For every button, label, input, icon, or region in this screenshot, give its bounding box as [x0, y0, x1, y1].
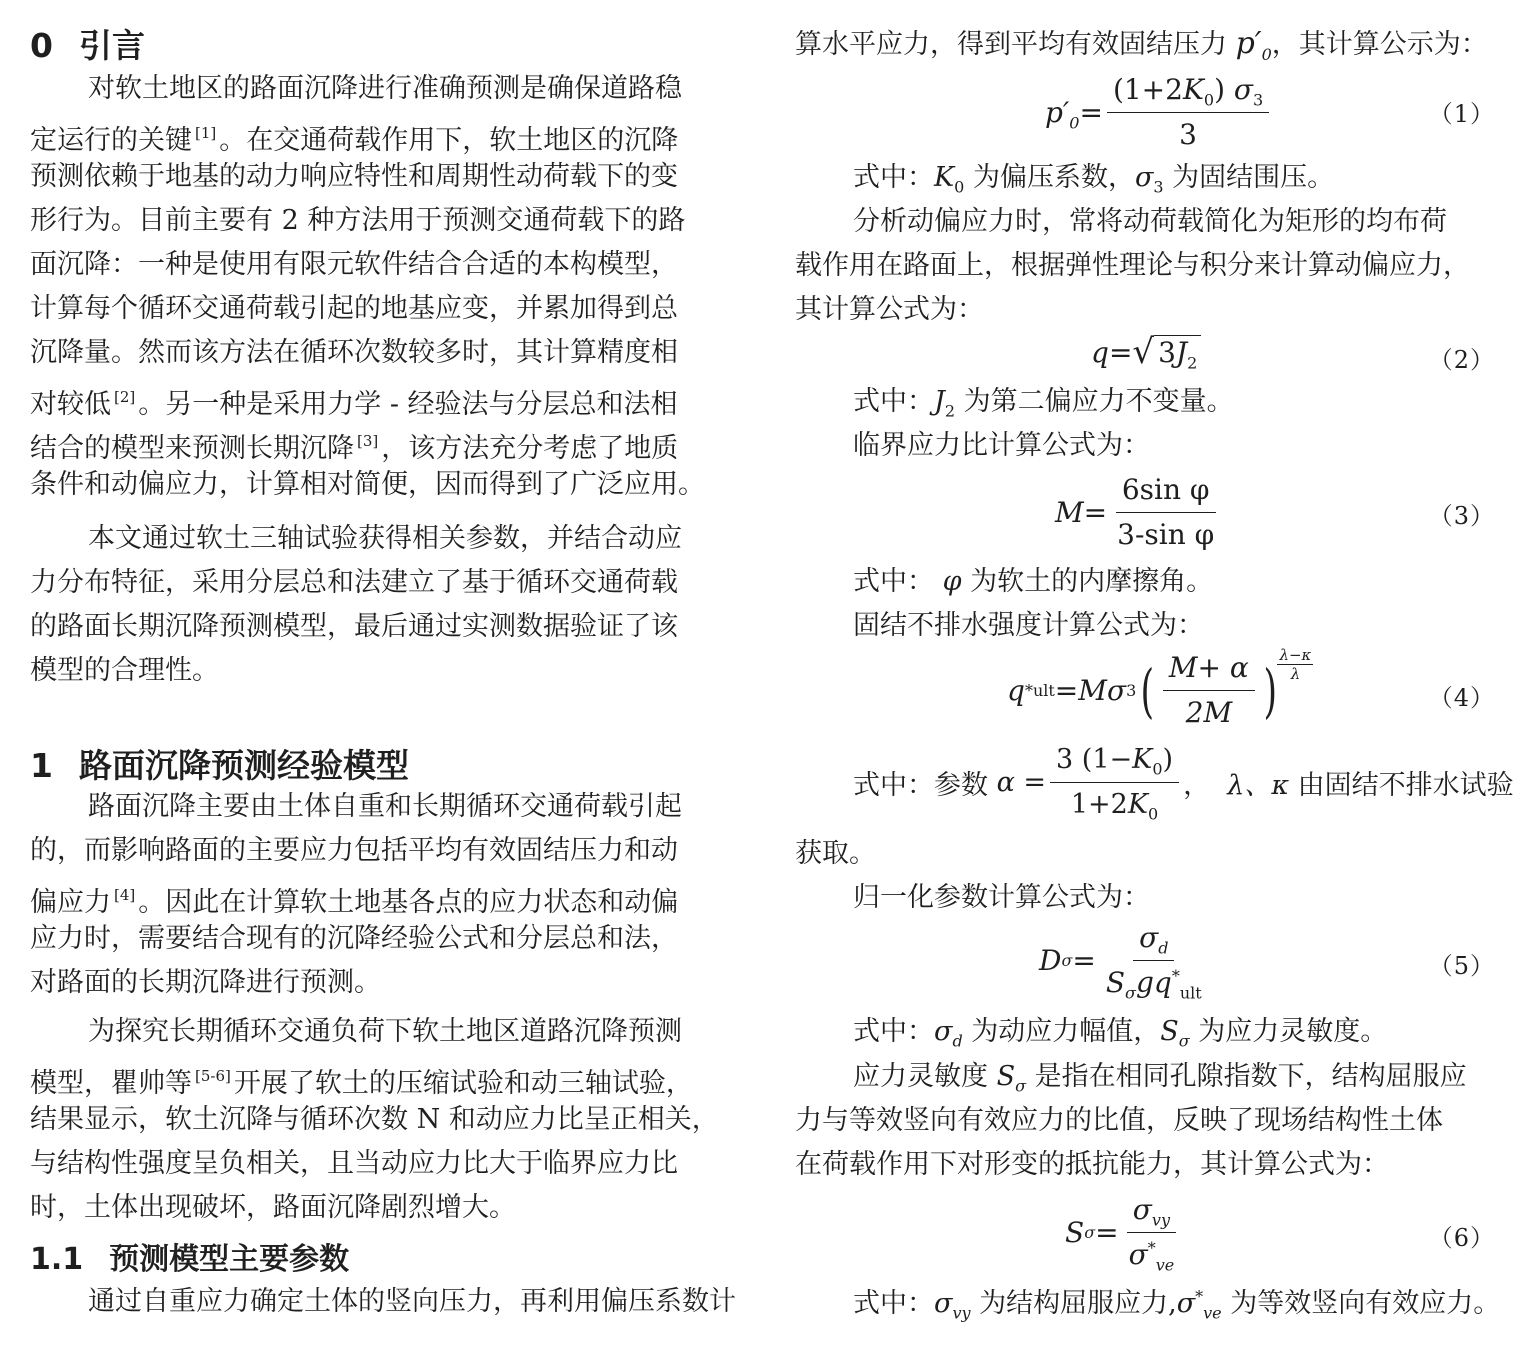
text-line: 其计算公式为： — [795, 294, 984, 325]
text-line: 沉降量。然而该方法在循环次数较多时，其计算精度相 — [30, 337, 678, 368]
text-line: 力与等效竖向有效应力的比值，反映了现场结构性土体 — [795, 1105, 1443, 1136]
eq5-fraction: $\frac{\sigma_d}{S_\sigma gq^*_{ult}}$ — [1100, 918, 1208, 1003]
equation-5-number: （5） — [1428, 952, 1495, 980]
text-line: 定运行的关键 [1] 。在交通荷载作用下，软土地区的沉降 — [30, 124, 679, 156]
text-line: 式中：$\sigma_{vy}$ 为结构屈服应力$,\sigma^*_{ve}$ 为等效竖向有效应力。 — [853, 1287, 1501, 1323]
text-line: 面沉降：一种是使用有限元软件结合合适的本构模型， — [30, 249, 678, 280]
section-0-heading — [30, 26, 145, 66]
text-line: 对软土地区的路面沉降进行准确预测是确保道路稳 — [88, 73, 682, 104]
citation[interactable]: [1] — [195, 124, 217, 142]
continuation-line — [795, 22, 1495, 66]
text-line: 与结构性强度呈负相关，且当动应力比大于临界应力比 — [30, 1148, 678, 1179]
equation-5-body: D σ = $\frac{\sigma_d}{S_\sigma gq^*_{ult}}$ — [1039, 918, 1212, 1003]
text-line: 应力时，需要结合现有的沉降经验公式和分层总和法， — [30, 923, 678, 954]
eq2-description — [795, 380, 1495, 468]
text-line: 计算每个循环交通荷载引起的地基应变，并累加得到总 — [30, 293, 678, 324]
text-line: 算水平应力，得到平均有效固结压力 $p'_0$，其计算公示为： — [795, 26, 1488, 64]
equation-4-number: （4） — [1428, 684, 1495, 712]
intro-paragraph-1 — [30, 67, 730, 507]
eq6-description — [795, 1282, 1501, 1326]
section-number: 1 — [30, 746, 53, 785]
text-line: 临界应力比计算公式为： — [853, 430, 1150, 461]
text-line: 应力灵敏度 $S_\sigma$ 是指在相同孔隙指数下，结构屈服应 — [853, 1061, 1467, 1096]
text-line: 偏应力 [4] 。因此在计算软土地基各点的应力状态和动偏 — [30, 886, 679, 918]
text-line: 固结不排水强度计算公式为： — [853, 610, 1204, 641]
text-line: 式中：$J_2$ 为第二偏应力不变量。 — [853, 386, 1234, 421]
equation-3-body: M = $\frac{\text{6sin φ}}{\text{3-sin φ}}$ — [1055, 470, 1224, 555]
eq4-description — [795, 740, 1514, 832]
text-line: 模型的合理性。 — [30, 655, 219, 686]
eq3-description — [795, 560, 1495, 648]
text-line: 预测依赖于地基的动力响应特性和周期性动荷载下的变 — [30, 161, 678, 192]
eq4-fraction: $\frac{M+ \alpha}{2M}$ — [1163, 648, 1255, 733]
eq1-fraction: $\frac{(1+2K_0) \sigma_3}{3}$ — [1107, 70, 1269, 155]
text-line: 载作用在路面上，根据弹性理论与积分来计算动偏应力， — [795, 250, 1470, 281]
equation-6 — [795, 1190, 1495, 1282]
citation[interactable]: [2] — [114, 388, 136, 406]
subsection-1-1-heading — [30, 1240, 349, 1280]
text-line: 本文通过软土三轴试验获得相关参数，并结合动应 — [88, 523, 682, 554]
text-line: 式中：$K_0$ 为偏压系数，$\sigma_3$ 为固结围压。 — [853, 162, 1335, 197]
eq4-exponent: λ−κ λ — [1279, 646, 1312, 683]
equation-2-number: （2） — [1428, 346, 1495, 374]
text-line: 通过自重应力确定土体的竖向压力，再利用偏压系数计 — [88, 1286, 736, 1317]
text-line: 式中：$\sigma_d$ 为动应力幅值，$S_\sigma$ 为应力灵敏度。 — [853, 1016, 1388, 1051]
text-line: 在荷载作用下对形变的抵抗能力，其计算公式为： — [795, 1149, 1389, 1180]
intro-paragraph-2 — [30, 517, 730, 693]
sqrt-symbol: √ $3J_2$ — [1132, 334, 1201, 370]
equation-2 — [795, 334, 1495, 380]
equation-1 — [795, 70, 1495, 154]
dynamic-stress-paragraph — [795, 200, 1495, 332]
text-line: 模型，瞿帅等 [5-6] 开展了软土的压缩试验和动三轴试验， — [30, 1067, 693, 1099]
alpha-definition: 式中：参数 α = $\frac{3 (1-K_0)}{1+2K_0}$ ， λ、κ 由固结不排水试验 — [853, 740, 1514, 825]
text-line: 式中： φ 为软土的内摩擦角。 — [853, 566, 1214, 597]
eq1-lhs: $p'_0$ — [1045, 96, 1080, 133]
eq1-description — [795, 156, 1495, 200]
text-line: 时，土体出现破坏，路面沉降剧烈增大。 — [30, 1192, 516, 1223]
equation-5 — [795, 918, 1495, 1010]
eq3-fraction: $\frac{\text{6sin φ}}{\text{3-sin φ}}$ — [1111, 470, 1220, 555]
section-number: 0 — [30, 26, 53, 65]
text-line: 的，而影响路面的主要应力包括平均有效固结压力和动 — [30, 835, 678, 866]
equation-4 — [795, 648, 1495, 738]
text-line: 的路面长期沉降预测模型，最后通过实测数据验证了该 — [30, 611, 678, 642]
section-1-paragraph-2 — [30, 1010, 730, 1230]
text-line: 形行为。目前主要有 2 种方法用于预测交通荷载下的路 — [30, 205, 686, 236]
section-title: 预测模型主要参数 — [109, 1242, 350, 1277]
text-line: 路面沉降主要由土体自重和长期循环交通荷载引起 — [88, 791, 682, 822]
equation-1-body: $p'_0$ = $\frac{(1+2K_0) \sigma_3}{3}$ — [1045, 70, 1273, 155]
text-line: 力分布特征，采用分层总和法建立了基于循环交通荷载 — [30, 567, 678, 598]
eq5-description — [795, 1010, 1495, 1054]
text-line: 条件和动偏应力，计算相对简便，因而得到了广泛应用。 — [30, 469, 705, 500]
sensitivity-paragraph — [795, 1055, 1495, 1187]
text-line: 为探究长期循环交通负荷下软土地区道路沉降预测 — [88, 1016, 682, 1047]
equation-6-number: （6） — [1428, 1224, 1495, 1252]
eq6-fraction: $\frac{\sigma_{vy}}{\sigma^*_{ve}}$ — [1123, 1190, 1181, 1275]
section-number: 1.1 — [30, 1242, 84, 1277]
section-1-paragraph-1 — [30, 785, 730, 1005]
equation-6-body: S σ = $\frac{\sigma_{vy}}{\sigma^*_{ve}}$ — [1065, 1190, 1184, 1275]
text-line: 结合的模型来预测长期沉降 [3] ，该方法充分考虑了地质 — [30, 432, 679, 464]
citation[interactable]: [3] — [357, 432, 379, 450]
eq4-description-end — [795, 832, 1495, 920]
text-line: 分析动偏应力时，常将动荷载简化为矩形的均布荷 — [853, 206, 1447, 237]
section-title: 路面沉降预测经验模型 — [78, 746, 409, 785]
text-line: 获取。 — [795, 838, 876, 869]
equation-3-number: （3） — [1428, 502, 1495, 530]
equation-3 — [795, 470, 1495, 560]
alpha-fraction: $\frac{3 (1-K_0)}{1+2K_0}$ — [1050, 740, 1179, 825]
subsection-1-1-paragraph — [30, 1280, 736, 1324]
section-title: 引言 — [78, 26, 145, 65]
equation-2-body: q = √ $3J_2$ — [1091, 334, 1201, 370]
section-1-heading — [30, 746, 409, 786]
text-line: 对较低 [2] 。另一种是采用力学 - 经验法与分层总和法相 — [30, 388, 678, 420]
text-line: 归一化参数计算公式为： — [853, 882, 1150, 913]
text-line: 结果显示，软土沉降与循环次数 N 和动应力比呈正相关， — [30, 1104, 719, 1135]
equation-1-number: （1） — [1428, 100, 1495, 128]
citation[interactable]: [4] — [114, 886, 136, 904]
equation-4-body: q * ult = M σ 3 ( $\frac{M+ \alpha}{2M}$ ) λ−κ λ — [1007, 648, 1313, 733]
citation[interactable]: [5-6] — [195, 1067, 231, 1085]
text-line: 对路面的长期沉降进行预测。 — [30, 967, 381, 998]
